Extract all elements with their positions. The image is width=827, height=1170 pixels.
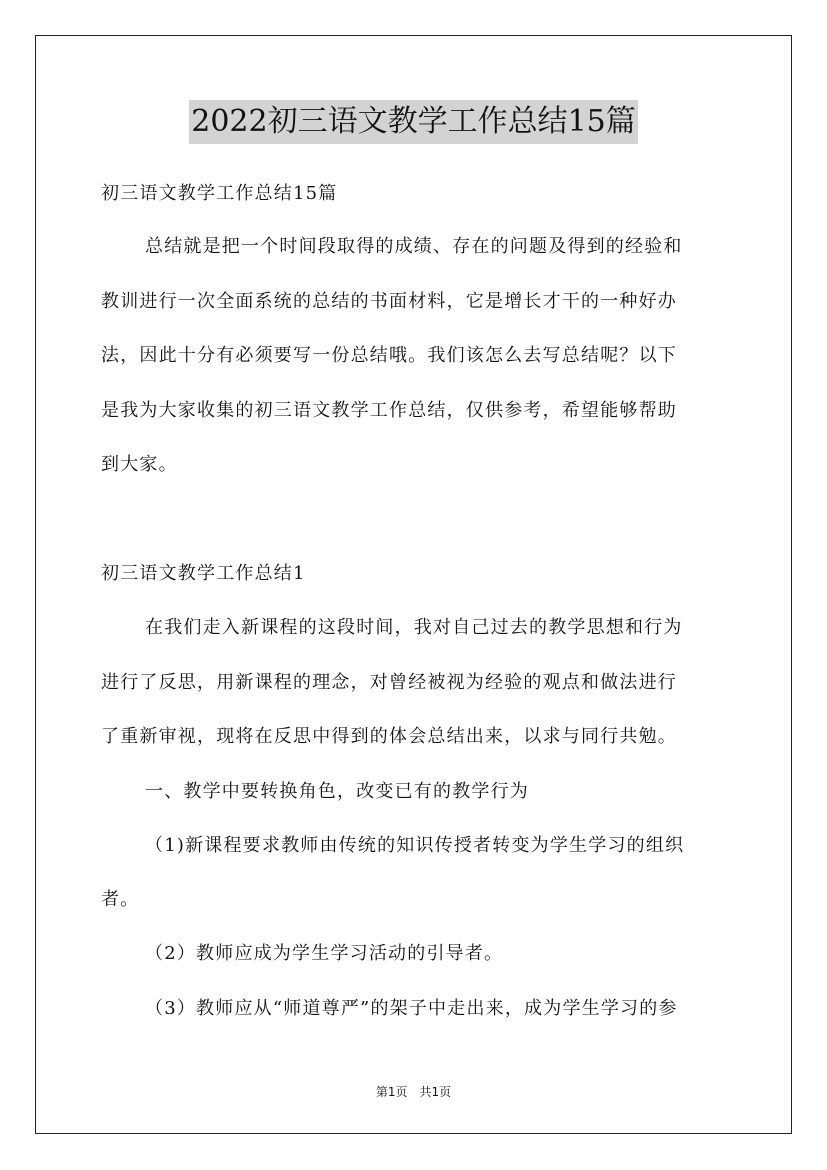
paragraph-line: 到大家。: [101, 454, 178, 475]
paragraph-line: 教训进行一次全面系统的总结的书面材料，它是增长才干的一种好办: [101, 291, 677, 312]
paragraph-line: 法，因此十分有必须要写一份总结哦。我们该怎么去写总结呢？以下: [101, 345, 677, 366]
section-heading: 初三语文教学工作总结1: [101, 563, 306, 584]
paragraph-line: 总结就是把一个时间段取得的成绩、存在的问题及得到的经验和: [145, 236, 683, 257]
list-item-line: （3）教师应从“师道尊严”的架子中走出来，成为学生学习的参: [145, 998, 678, 1019]
paragraph-line: 在我们走入新课程的这段时间，我对自己过去的教学思想和行为: [145, 617, 683, 638]
document-title: [0, 100, 827, 144]
list-item-line: 者。: [101, 889, 140, 910]
paragraph-line: 进行了反思，用新课程的理念，对曾经被视为经验的观点和做法进行: [101, 672, 677, 693]
subheading-line: 一、教学中要转换角色，改变已有的教学行为: [145, 781, 529, 802]
list-item-line: （1)新课程要求教师由传统的知识传授者转变为学生学习的组织: [145, 835, 685, 856]
paragraph-line: 了重新审视，现将在反思中得到的体会总结出来，以求与同行共勉。: [101, 726, 677, 747]
subtitle-line: 初三语文教学工作总结15篇: [101, 183, 338, 204]
list-item-line: （2）教师应成为学生学习活动的引导者。: [145, 943, 504, 964]
document-title-text: 2022初三语文教学工作总结15篇: [189, 100, 638, 144]
page-footer: 第1页 共1页: [375, 1085, 452, 1099]
paragraph-line: 是我为大家收集的初三语文教学工作总结，仅供参考，希望能够帮助: [101, 400, 677, 421]
